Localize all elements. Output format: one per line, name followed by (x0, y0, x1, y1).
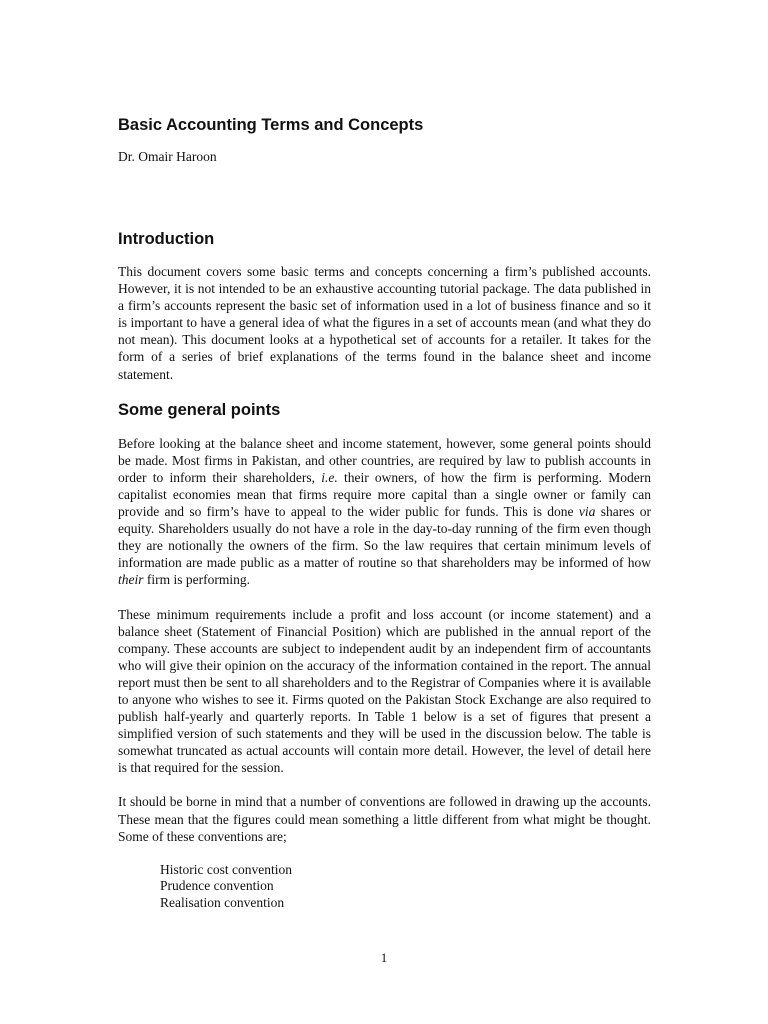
paragraph-text: shares or equity. Shareholders usually do not have a role in the day-to-day running of the firm even though they are notionally the owners of the firm. So the law requires that certain minimum levels of information are made public as a matter of routine so that shareholders may be informed of how (118, 504, 651, 571)
introduction-paragraph: This document covers some basic terms and concepts concerning a firm’s published accounts. However, it is not intended to be an exhaustive accounting tutorial package. The data published in a firm’s accounts represent the basic set of information used in a lot of business finance and so it is important to have a general idea of what the figures in a set of accounts mean (and what they do not mean). This document looks at a hypothetical set of accounts for a retailer. It takes for the form of a series of brief explanations of the terms found in the balance sheet and income statement. (118, 264, 651, 382)
conventions-list (160, 862, 651, 912)
paragraph-text: firm is performing. (143, 572, 250, 588)
paragraph-text: their owners, of how the firm is performing. Modern capitalist economies mean that firms require more capital than a single owner or family can provide and so firm’s have to appeal to the wider public for funds. This is done (118, 469, 651, 520)
italic-via: via (578, 504, 596, 520)
page-number: 1 (380, 951, 388, 965)
italic-their: their (118, 572, 144, 588)
document-author: Dr. Omair Haroon (118, 149, 217, 164)
convention-item: Realisation convention (160, 894, 285, 910)
document-title: Basic Accounting Terms and Concepts (118, 116, 424, 134)
page-content (118, 114, 651, 911)
convention-item: Historic cost convention (160, 861, 292, 877)
introduction-heading: Introduction (118, 230, 215, 248)
general-points-heading: Some general points (118, 400, 281, 419)
general-points-paragraph-1 (118, 435, 651, 589)
italic-ie: i.e. (321, 469, 338, 485)
general-points-paragraph-2: These minimum requirements include a profit and loss account (or income statement) and a balance sheet (Statement of Financial Position) which are published in the annual report of the company. These accounts are subject to independent audit by an independent firm of accountants who will give their opinion on the accuracy of the information contained in the report. The annual report must then be sent to all shareholders and to the Registrar of Companies where it is available to anyone who wishes to see it. Firms quoted on the Pakistan Stock Exchange are also required to publish half-yearly and quarterly reports. In Table 1 below is a set of figures that present a simplified version of such statements and they will be used in the discussion below. The table is somewhat truncated as actual accounts will contain more detail. However, the level of detail here is that required for the session. (118, 606, 651, 776)
paragraph-text: Before looking at the balance sheet and income statement, however, some general points should be made. Most firms in Pakistan, and other countries, are required by law to publish accounts in order to inform their shareholders, (118, 435, 651, 485)
convention-item: Prudence convention (160, 878, 274, 894)
general-points-paragraph-3: It should be borne in mind that a number of conventions are followed in drawing up the accounts. These mean that the figures could mean something a little different from what might be thought. Some of these conventions are; (118, 794, 651, 844)
